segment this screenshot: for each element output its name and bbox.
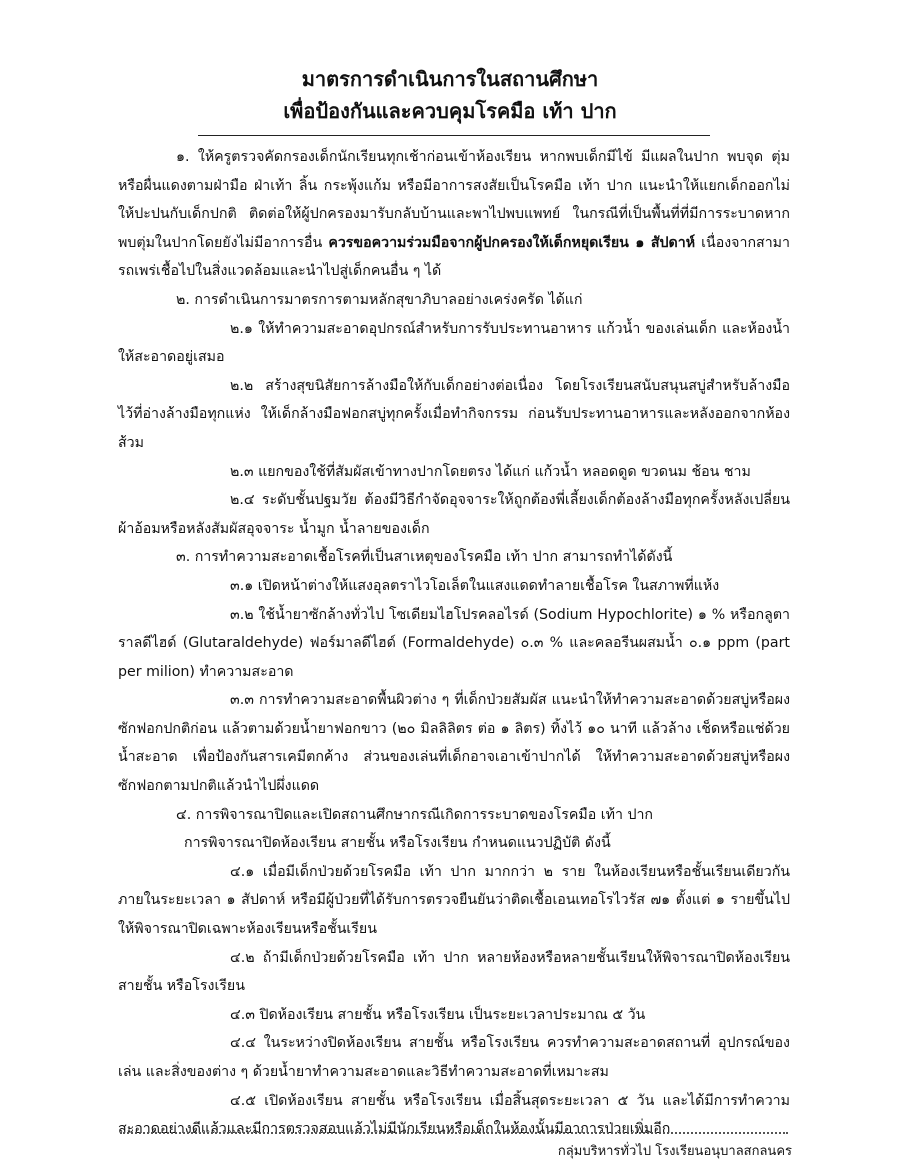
title-divider [198,135,710,136]
section-2-item-4: ๒.๔ ระดับชั้นปฐมวัย ต้องมีวิธีกำจัดอุจจาระให้ถูกต้องพี่เลี้ยงเด็กต้องล้างมือทุกครั้งหลังเปลี่ยนผ้าอ้อมหรือหลังสัมผัสอุจจาระ น้ำมูก น้ำลายของเด็ก [118,492,790,537]
section-4-item-2: ๔.๒ ถ้ามีเด็กป่วยด้วยโรคมือ เท้า ปาก หลายห้องหรือหลายชั้นเรียนให้พิจารณาปิดห้องเรียน สายชั้น หรือโรงเรียน [118,949,790,995]
section-3-item-1: ๓.๑ เปิดหน้าต่างให้แสงอุลตราไวโอเล็ตในแสงแดดทำลายเชื้อโรค ในสภาพที่แห้ง [230,577,720,594]
section-3-item-3: ๓.๓ การทำความสะอาดพื้นผิวต่าง ๆ ที่เด็กป่วยสัมผัส แนะนำให้ทำความสะอาดด้วยสบู่หรือผงซักฟอกปกติก่อน แล้วตามด้วยน้ำยาฟอกขาว (๒๐ มิลลิลิตร ต่อ ๑ ลิตร) ทิ้งไว้ ๑๐ นาที แล้วล้าง เช็ดหรือแช่ด้วยน้ำสะอาด เพื่อป้องกันสารเคมีตกค้าง ส่วนของเล่นที่เด็กอาจเอาเข้าปากได้ ให้ทำความสะอาดด้วยสบู่หรือผงซักฟอกตามปกติแล้วนำไปผึ่งแดด [118,692,790,795]
footer-dotted-line [120,1132,788,1134]
section-3-heading: ๓. การทำความสะอาดเชื้อโรคที่เป็นสาเหตุของโรคมือ เท้า ปาก สามารถทำได้ดังนี้ [176,549,673,566]
section-1-text: ๑. ให้ครูตรวจคัดกรองเด็กนักเรียนทุกเช้าก่อนเข้าห้องเรียน หากพบเด็กมีไข้ มีแผลในปาก พบจุด ตุ่ม หรือผื่นแดงตามฝ่ามือ ฝ่าเท้า ลิ้น กระพุ้งแก้ม หรือมีอาการสงสัยเป็นโรคมือ เท้า ปาก แนะนำให้แยกเด็กออกไม่ให้ปะปนกับเด็กปกติ ติดต่อให้ผู้ปกครองมารับกลับบ้านและพาไปพบแพทย์ ในกรณีที่เป็นพื้นที่ที่มีการระบาดหากพบตุ่มในปากโดยยังไม่มีอาการอื่น [118,149,790,251]
section-3-item-2: ๓.๒ ใช้น้ำยาซักล้างทั่วไป โซเดียมไฮโปรคลอไรด์ (Sodium Hypochlorite) ๑ % หรือกลูตาราลดีไฮด์ (Glutaraldehyde) ฟอร์มาลดีไฮด์ (Formaldehyde) ๐.๓ % และคลอรีนผสมน้ำ ๐.๑ ppm (part per milion) ทำความสะอาด [118,606,790,680]
section-2-item-1: ๒.๑ ให้ทำความสะอาดอุปกรณ์สำหรับการรับประทานอาหาร แก้วน้ำ ของเล่นเด็ก และห้องน้ำให้สะอาดอยู่เสมอ [118,320,790,366]
section-4-heading: ๔. การพิจารณาปิดและเปิดสถานศึกษากรณีเกิดการระบาดของโรคมือ เท้า ปาก [176,806,654,823]
section-1-bold-text: ควรขอความร่วมมือจากผู้ปกครองให้เด็กหยุดเรียน ๑ สัปดาห์ [328,234,696,251]
section-4-item-3: ๔.๓ ปิดห้องเรียน สายชั้น หรือโรงเรียน เป็นระยะเวลาประมาณ ๕ วัน [230,1006,646,1023]
section-4-item-4: ๔.๔ ในระหว่างปิดห้องเรียน สายชั้น หรือโรงเรียน ควรทำความสะอาดสถานที่ อุปกรณ์ของเล่น และสิ่งของต่าง ๆ ด้วยน้ำยาทำความสะอาดและวิธีทำความสะอาดที่เหมาะสม [118,1035,790,1080]
section-4-item-1: ๔.๑ เมื่อมีเด็กป่วยด้วยโรคมือ เท้า ปาก มากกว่า ๒ ราย ในห้องเรียนหรือชั้นเรียนเดียวกันภายในระยะเวลา ๑ สัปดาห์ หรือมีผู้ป่วยที่ได้รับการตรวจยืนยันว่าติดเชื้อเอนเทอโรไวรัส ๗๑ ตั้งแต่ ๑ รายขึ้นไป ให้พิจารณาปิดเฉพาะห้องเรียนหรือชั้นเรียน [118,863,790,938]
section-2-item-3: ๒.๓ แยกของใช้ที่สัมผัสเข้าทางปากโดยตรง ได้แก่ แก้วน้ำ หลอดดูด ขวดนม ช้อน ชาม [230,463,751,480]
section-4-item-5: ๔.๕ เปิดห้องเรียน สายชั้น หรือโรงเรียน เมื่อสิ้นสุดระยะเวลา ๕ วัน และได้มีการทำความสะอาดอย่างดีแล้วและมีการตรวจสอบแล้วไม่มีนักเรียนหรือเด็กในห้องนั้นมีอาการป่วยเพิ่มอีก [118,1092,790,1138]
section-4-subheading: การพิจารณาปิดห้องเรียน สายชั้น หรือโรงเรียน กำหนดแนวปฏิบัติ ดังนี้ [184,835,611,852]
footer-text: กลุ่มบริหารทั่วไป โรงเรียนอนุบาลสกลนคร [557,1144,792,1159]
section-1-text-after: เนื่องจากสามารถเพร่เชื้อไปในสิ่งแวดล้อมและนำไปสู่เด็กคนอื่น ๆ ได้ [118,234,790,280]
section-2-item-2: ๒.๒ สร้างสุขนิสัยการล้างมือให้กับเด็กอย่างต่อเนื่อง โดยโรงเรียนสนับสนุนสบู่สำหรับล้างมือไว้ที่อ่างล้างมือทุกแห่ง ให้เด็กล้างมือฟอกสบู่ทุกครั้งเมื่อทำกิจกรรม ก่อนรับประทานอาหารและหลังออกจากห้องส้วม [118,377,790,451]
document-title-line1: มาตรการดำเนินการในสถานศึกษา [301,67,599,91]
section-1-paragraph [118,143,790,286]
document-title-line2: เพื่อป้องกันและควบคุมโรคมือ เท้า ปาก [283,99,617,123]
section-2-heading: ๒. การดำเนินการมาตรการตามหลักสุขาภิบาลอย่างเคร่งครัด ได้แก่ [176,291,583,308]
document-body [118,143,790,1144]
